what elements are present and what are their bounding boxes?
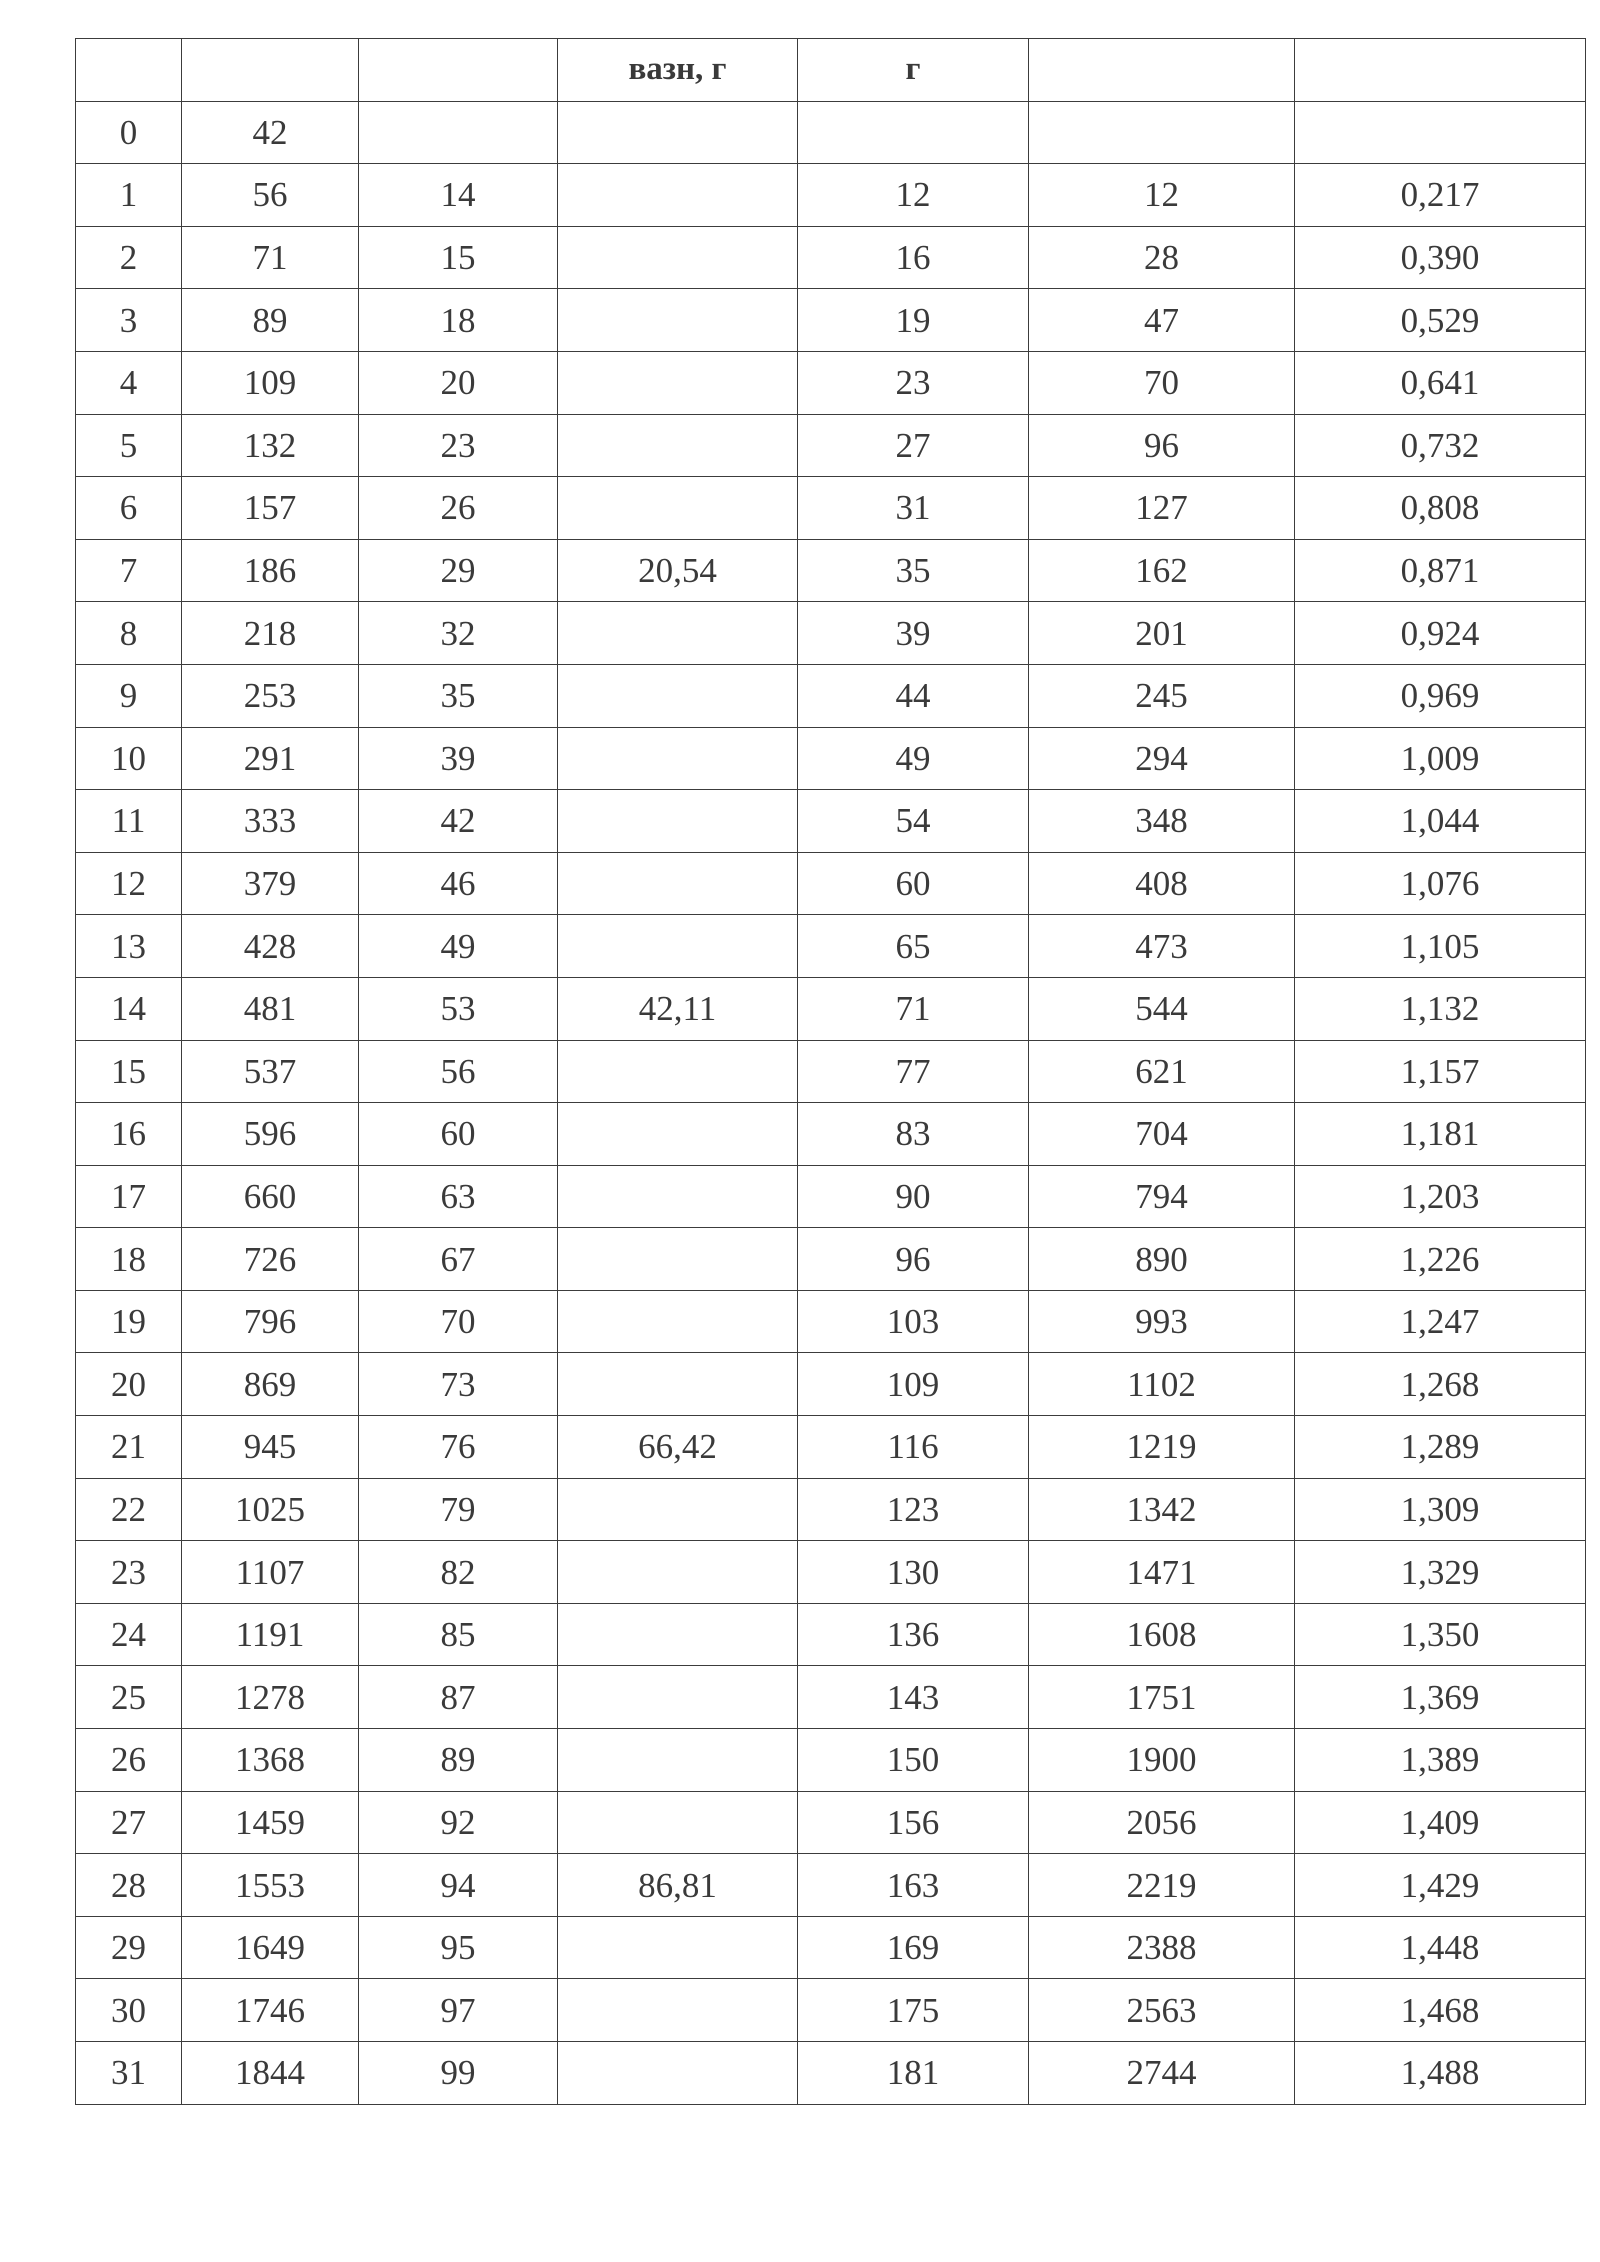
table-cell: 481 — [182, 977, 359, 1040]
table-cell: 22 — [76, 1478, 182, 1541]
table-cell: 29 — [76, 1916, 182, 1979]
table-row — [76, 602, 1586, 665]
table-cell: 1219 — [1029, 1416, 1295, 1479]
table-cell: 71 — [798, 977, 1029, 1040]
table-cell: 29 — [359, 539, 558, 602]
table-cell — [558, 1165, 798, 1228]
table-cell: 32 — [359, 602, 558, 665]
table-cell: 428 — [182, 915, 359, 978]
table-cell — [359, 101, 558, 164]
table-cell — [558, 1791, 798, 1854]
table-cell: 704 — [1029, 1103, 1295, 1166]
header-cell — [182, 39, 359, 102]
table-cell: 130 — [798, 1541, 1029, 1604]
table-cell: 1,226 — [1295, 1228, 1586, 1291]
table-cell: 27 — [798, 414, 1029, 477]
table-cell: 79 — [359, 1478, 558, 1541]
table-row — [76, 664, 1586, 727]
header-cell: вазн, г — [558, 39, 798, 102]
table-cell: 1107 — [182, 1541, 359, 1604]
table-cell: 1 — [76, 164, 182, 227]
table-row — [76, 289, 1586, 352]
table-cell: 65 — [798, 915, 1029, 978]
table-cell: 15 — [359, 226, 558, 289]
table-cell: 49 — [798, 727, 1029, 790]
table-cell: 12 — [798, 164, 1029, 227]
table-cell: 163 — [798, 1854, 1029, 1917]
table-cell: 12 — [76, 852, 182, 915]
table-cell: 86,81 — [558, 1854, 798, 1917]
table-cell: 76 — [359, 1416, 558, 1479]
table-cell — [558, 164, 798, 227]
table-cell: 1,203 — [1295, 1165, 1586, 1228]
table-cell: 12 — [1029, 164, 1295, 227]
table-cell: 2 — [76, 226, 182, 289]
table-row — [76, 915, 1586, 978]
table-cell: 94 — [359, 1854, 558, 1917]
table-cell: 18 — [359, 289, 558, 352]
table-cell: 0,871 — [1295, 539, 1586, 602]
table-row — [76, 1666, 1586, 1729]
table-cell: 83 — [798, 1103, 1029, 1166]
table-cell: 1025 — [182, 1478, 359, 1541]
table-cell: 109 — [798, 1353, 1029, 1416]
table-cell: 73 — [359, 1353, 558, 1416]
table-cell: 26 — [76, 1729, 182, 1792]
table-cell: 1,076 — [1295, 852, 1586, 915]
table-cell: 596 — [182, 1103, 359, 1166]
table-cell: 1102 — [1029, 1353, 1295, 1416]
table-cell: 2563 — [1029, 1979, 1295, 2042]
table-row — [76, 1478, 1586, 1541]
table-cell: 26 — [359, 477, 558, 540]
table-cell: 9 — [76, 664, 182, 727]
table-cell: 544 — [1029, 977, 1295, 1040]
table-cell: 11 — [76, 790, 182, 853]
table-cell: 42 — [359, 790, 558, 853]
table-cell: 20 — [359, 351, 558, 414]
table-cell — [558, 852, 798, 915]
table-cell: 89 — [182, 289, 359, 352]
table-cell: 1,468 — [1295, 1979, 1586, 2042]
header-cell — [359, 39, 558, 102]
table-cell: 20 — [76, 1353, 182, 1416]
table-cell: 245 — [1029, 664, 1295, 727]
table-row — [76, 1854, 1586, 1917]
table-cell: 18 — [76, 1228, 182, 1291]
table-cell: 1,429 — [1295, 1854, 1586, 1917]
table-cell: 85 — [359, 1603, 558, 1666]
table-cell: 0,924 — [1295, 602, 1586, 665]
table-cell: 103 — [798, 1290, 1029, 1353]
table-cell — [558, 1541, 798, 1604]
table-cell: 99 — [359, 2042, 558, 2105]
table-cell: 23 — [359, 414, 558, 477]
table-cell: 0,641 — [1295, 351, 1586, 414]
table-cell: 0,390 — [1295, 226, 1586, 289]
table-cell: 16 — [798, 226, 1029, 289]
table-cell — [558, 414, 798, 477]
table-cell — [558, 2042, 798, 2105]
table-cell: 2388 — [1029, 1916, 1295, 1979]
table-cell: 1,157 — [1295, 1040, 1586, 1103]
table-cell: 1278 — [182, 1666, 359, 1729]
table-cell: 23 — [798, 351, 1029, 414]
table-cell — [558, 790, 798, 853]
table-cell: 890 — [1029, 1228, 1295, 1291]
table-cell: 4 — [76, 351, 182, 414]
table-cell — [558, 351, 798, 414]
table-cell: 96 — [1029, 414, 1295, 477]
table-cell: 1,448 — [1295, 1916, 1586, 1979]
table-cell: 660 — [182, 1165, 359, 1228]
header-row — [76, 39, 1586, 102]
table-cell: 24 — [76, 1603, 182, 1666]
table-cell: 175 — [798, 1979, 1029, 2042]
table-body — [76, 101, 1586, 2104]
table-cell: 20,54 — [558, 539, 798, 602]
data-table — [75, 38, 1586, 2105]
table-cell: 348 — [1029, 790, 1295, 853]
table-cell: 5 — [76, 414, 182, 477]
table-cell: 19 — [76, 1290, 182, 1353]
header-cell — [76, 39, 182, 102]
table-row — [76, 852, 1586, 915]
table-cell: 143 — [798, 1666, 1029, 1729]
table-cell: 1746 — [182, 1979, 359, 2042]
table-cell: 169 — [798, 1916, 1029, 1979]
table-row — [76, 1040, 1586, 1103]
table-cell: 157 — [182, 477, 359, 540]
table-row — [76, 1729, 1586, 1792]
table-cell — [558, 226, 798, 289]
table-cell — [558, 1478, 798, 1541]
table-cell: 150 — [798, 1729, 1029, 1792]
table-cell: 28 — [76, 1854, 182, 1917]
table-cell — [558, 1666, 798, 1729]
table-cell: 1368 — [182, 1729, 359, 1792]
table-cell: 156 — [798, 1791, 1029, 1854]
table-row — [76, 2042, 1586, 2105]
table-cell — [558, 602, 798, 665]
table-row — [76, 477, 1586, 540]
table-row — [76, 164, 1586, 227]
table-cell: 70 — [1029, 351, 1295, 414]
table-cell: 0,969 — [1295, 664, 1586, 727]
table-cell — [558, 1103, 798, 1166]
table-cell: 3 — [76, 289, 182, 352]
header-cell — [1295, 39, 1586, 102]
table-cell: 56 — [182, 164, 359, 227]
table-cell: 1,044 — [1295, 790, 1586, 853]
table-cell: 46 — [359, 852, 558, 915]
table-cell: 17 — [76, 1165, 182, 1228]
table-cell: 1,309 — [1295, 1478, 1586, 1541]
table-cell — [558, 1353, 798, 1416]
table-cell: 54 — [798, 790, 1029, 853]
table-cell — [558, 1290, 798, 1353]
table-cell: 127 — [1029, 477, 1295, 540]
table-cell: 1,488 — [1295, 2042, 1586, 2105]
table-cell: 21 — [76, 1416, 182, 1479]
table-row — [76, 977, 1586, 1040]
table-cell: 31 — [798, 477, 1029, 540]
table-cell — [558, 1040, 798, 1103]
table-cell: 162 — [1029, 539, 1295, 602]
table-cell: 90 — [798, 1165, 1029, 1228]
table-cell: 1,009 — [1295, 727, 1586, 790]
table-cell: 92 — [359, 1791, 558, 1854]
table-cell: 14 — [76, 977, 182, 1040]
table-cell: 0,808 — [1295, 477, 1586, 540]
table-cell: 87 — [359, 1666, 558, 1729]
table-cell: 0 — [76, 101, 182, 164]
table-cell: 218 — [182, 602, 359, 665]
table-row — [76, 1228, 1586, 1291]
table-cell: 123 — [798, 1478, 1029, 1541]
table-cell: 60 — [798, 852, 1029, 915]
table-cell: 116 — [798, 1416, 1029, 1479]
table-cell: 28 — [1029, 226, 1295, 289]
table-cell: 31 — [76, 2042, 182, 2105]
table-cell: 993 — [1029, 1290, 1295, 1353]
header-cell: г — [798, 39, 1029, 102]
table-cell: 869 — [182, 1353, 359, 1416]
table-cell: 1553 — [182, 1854, 359, 1917]
table-cell: 186 — [182, 539, 359, 602]
table-cell: 39 — [359, 727, 558, 790]
table-cell — [558, 477, 798, 540]
table-cell: 44 — [798, 664, 1029, 727]
table-cell: 95 — [359, 1916, 558, 1979]
table-cell: 71 — [182, 226, 359, 289]
table-row — [76, 1791, 1586, 1854]
table-cell: 537 — [182, 1040, 359, 1103]
table-cell: 1751 — [1029, 1666, 1295, 1729]
table-cell: 23 — [76, 1541, 182, 1604]
table-cell: 0,732 — [1295, 414, 1586, 477]
table-cell — [558, 1729, 798, 1792]
table-cell — [558, 1916, 798, 1979]
table-cell: 49 — [359, 915, 558, 978]
table-cell: 42 — [182, 101, 359, 164]
table-cell — [558, 727, 798, 790]
table-cell: 1,268 — [1295, 1353, 1586, 1416]
table-cell: 1844 — [182, 2042, 359, 2105]
table-cell: 794 — [1029, 1165, 1295, 1228]
table-cell: 70 — [359, 1290, 558, 1353]
table-cell: 1191 — [182, 1603, 359, 1666]
table-cell: 473 — [1029, 915, 1295, 978]
table-cell: 0,217 — [1295, 164, 1586, 227]
table-cell: 294 — [1029, 727, 1295, 790]
table-cell: 89 — [359, 1729, 558, 1792]
table-cell: 1,247 — [1295, 1290, 1586, 1353]
table-cell: 2744 — [1029, 2042, 1295, 2105]
table-cell — [558, 101, 798, 164]
table-cell: 10 — [76, 727, 182, 790]
table-cell — [558, 289, 798, 352]
table-cell: 27 — [76, 1791, 182, 1854]
table-row — [76, 1353, 1586, 1416]
table-cell: 77 — [798, 1040, 1029, 1103]
table-cell: 253 — [182, 664, 359, 727]
table-cell — [558, 1603, 798, 1666]
table-row — [76, 414, 1586, 477]
table-cell: 67 — [359, 1228, 558, 1291]
table-cell: 1342 — [1029, 1478, 1295, 1541]
table-cell: 1,132 — [1295, 977, 1586, 1040]
table-cell: 726 — [182, 1228, 359, 1291]
table-row — [76, 790, 1586, 853]
table-cell: 1,409 — [1295, 1791, 1586, 1854]
table-cell: 1471 — [1029, 1541, 1295, 1604]
table-cell: 1,181 — [1295, 1103, 1586, 1166]
table-cell: 53 — [359, 977, 558, 1040]
table-cell: 47 — [1029, 289, 1295, 352]
table-cell — [1029, 101, 1295, 164]
table-cell: 30 — [76, 1979, 182, 2042]
table-row — [76, 1979, 1586, 2042]
table-row — [76, 539, 1586, 602]
table-cell: 1,389 — [1295, 1729, 1586, 1792]
table-row — [76, 727, 1586, 790]
table-cell: 6 — [76, 477, 182, 540]
table-cell: 56 — [359, 1040, 558, 1103]
table-cell: 1459 — [182, 1791, 359, 1854]
table-cell — [558, 915, 798, 978]
table-cell: 7 — [76, 539, 182, 602]
table-cell: 1,329 — [1295, 1541, 1586, 1604]
table-row — [76, 351, 1586, 414]
table-cell: 1649 — [182, 1916, 359, 1979]
table-cell: 1,350 — [1295, 1603, 1586, 1666]
table-cell: 16 — [76, 1103, 182, 1166]
table-cell: 2219 — [1029, 1854, 1295, 1917]
table-cell: 1608 — [1029, 1603, 1295, 1666]
table-cell: 19 — [798, 289, 1029, 352]
table-row — [76, 1916, 1586, 1979]
table-cell: 15 — [76, 1040, 182, 1103]
table-cell: 132 — [182, 414, 359, 477]
table-cell: 136 — [798, 1603, 1029, 1666]
table-cell: 1,105 — [1295, 915, 1586, 978]
table-cell: 2056 — [1029, 1791, 1295, 1854]
table-cell: 35 — [359, 664, 558, 727]
table-row — [76, 1603, 1586, 1666]
table-cell: 25 — [76, 1666, 182, 1729]
table-cell: 35 — [798, 539, 1029, 602]
table-row — [76, 101, 1586, 164]
table-row — [76, 1416, 1586, 1479]
table-row — [76, 1103, 1586, 1166]
table-cell: 1900 — [1029, 1729, 1295, 1792]
table-cell: 1,369 — [1295, 1666, 1586, 1729]
table-row — [76, 1290, 1586, 1353]
table-cell: 109 — [182, 351, 359, 414]
table-cell: 97 — [359, 1979, 558, 2042]
table-cell: 0,529 — [1295, 289, 1586, 352]
table-cell: 14 — [359, 164, 558, 227]
table-cell: 621 — [1029, 1040, 1295, 1103]
table-cell: 291 — [182, 727, 359, 790]
table-row — [76, 1541, 1586, 1604]
table-cell: 96 — [798, 1228, 1029, 1291]
table-cell: 1,289 — [1295, 1416, 1586, 1479]
table-cell: 39 — [798, 602, 1029, 665]
table-row — [76, 1165, 1586, 1228]
header-cell — [1029, 39, 1295, 102]
table-cell — [1295, 101, 1586, 164]
table-cell: 66,42 — [558, 1416, 798, 1479]
table-cell: 13 — [76, 915, 182, 978]
table-cell: 60 — [359, 1103, 558, 1166]
table-cell: 42,11 — [558, 977, 798, 1040]
table-cell: 8 — [76, 602, 182, 665]
table-cell — [558, 1228, 798, 1291]
table-cell — [558, 1979, 798, 2042]
table-cell: 63 — [359, 1165, 558, 1228]
table-cell: 333 — [182, 790, 359, 853]
table-cell — [558, 664, 798, 727]
table-cell — [798, 101, 1029, 164]
table-row — [76, 226, 1586, 289]
table-cell: 181 — [798, 2042, 1029, 2105]
table-cell: 408 — [1029, 852, 1295, 915]
table-cell: 945 — [182, 1416, 359, 1479]
table-cell: 796 — [182, 1290, 359, 1353]
table-cell: 82 — [359, 1541, 558, 1604]
table-cell: 201 — [1029, 602, 1295, 665]
table-cell: 379 — [182, 852, 359, 915]
